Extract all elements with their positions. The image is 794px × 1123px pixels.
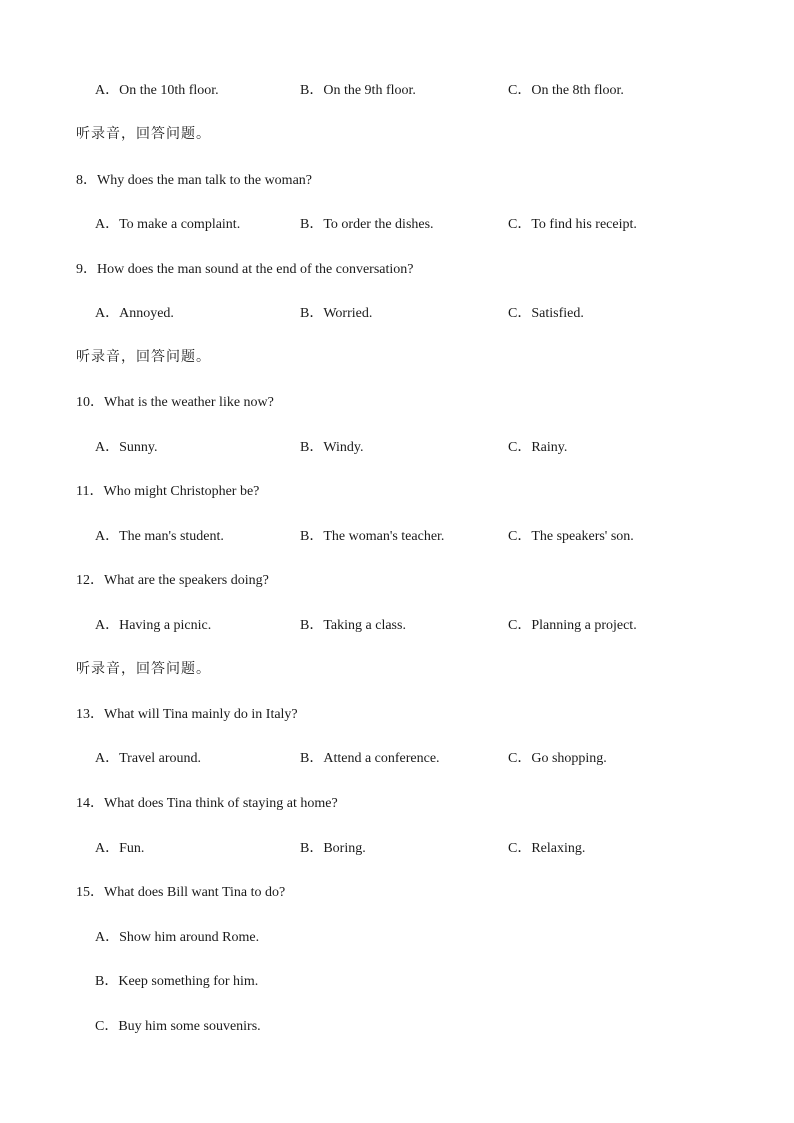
q10-option-c: C．Rainy. (508, 440, 568, 455)
q7-option-a: A．On the 10th floor. (95, 83, 219, 98)
q8-option-a: A．To make a complaint. (95, 217, 241, 232)
q12-option-c: C．Planning a project. (508, 618, 637, 633)
q15-option-a: A．Show him around Rome. (95, 930, 260, 945)
q9-option-b: B．Worried. (300, 306, 373, 321)
question-12: 12．What are the speakers doing? (76, 573, 269, 588)
q7-option-b: B．On the 9th floor. (300, 83, 416, 98)
section-instruction: 听录音，回答问题。 (76, 662, 211, 677)
q10-option-b: B．Windy. (300, 440, 364, 455)
q7-option-c: C．On the 8th floor. (508, 83, 624, 98)
question-11: 11．Who might Christopher be? (76, 484, 260, 499)
q11-option-c: C．The speakers' son. (508, 529, 634, 544)
section-instruction: 听录音，回答问题。 (76, 350, 211, 365)
q14-option-a: A．Fun. (95, 841, 145, 856)
question-15: 15．What does Bill want Tina to do? (76, 885, 286, 900)
question-8: 8．Why does the man talk to the woman? (76, 173, 312, 188)
q11-option-a: A．The man's student. (95, 529, 224, 544)
q12-option-b: B．Taking a class. (300, 618, 406, 633)
q12-option-a: A．Having a picnic. (95, 618, 212, 633)
q8-option-c: C．To find his receipt. (508, 217, 637, 232)
q9-option-c: C．Satisfied. (508, 306, 584, 321)
section-instruction: 听录音，回答问题。 (76, 127, 211, 142)
q13-option-b: B．Attend a conference. (300, 751, 440, 766)
q11-option-b: B．The woman's teacher. (300, 529, 445, 544)
q9-option-a: A．Annoyed. (95, 306, 174, 321)
q8-option-b: B．To order the dishes. (300, 217, 434, 232)
question-10: 10．What is the weather like now? (76, 395, 274, 410)
question-14: 14．What does Tina think of staying at home? (76, 796, 338, 811)
q10-option-a: A．Sunny. (95, 440, 158, 455)
q13-option-a: A．Travel around. (95, 751, 202, 766)
q14-option-b: B．Boring. (300, 841, 366, 856)
q13-option-c: C．Go shopping. (508, 751, 607, 766)
question-13: 13．What will Tina mainly do in Italy? (76, 707, 298, 722)
question-9: 9．How does the man sound at the end of the conversation? (76, 262, 414, 277)
q15-option-c: C．Buy him some souvenirs. (95, 1019, 261, 1034)
q15-option-b: B．Keep something for him. (95, 974, 259, 989)
q14-option-c: C．Relaxing. (508, 841, 586, 856)
